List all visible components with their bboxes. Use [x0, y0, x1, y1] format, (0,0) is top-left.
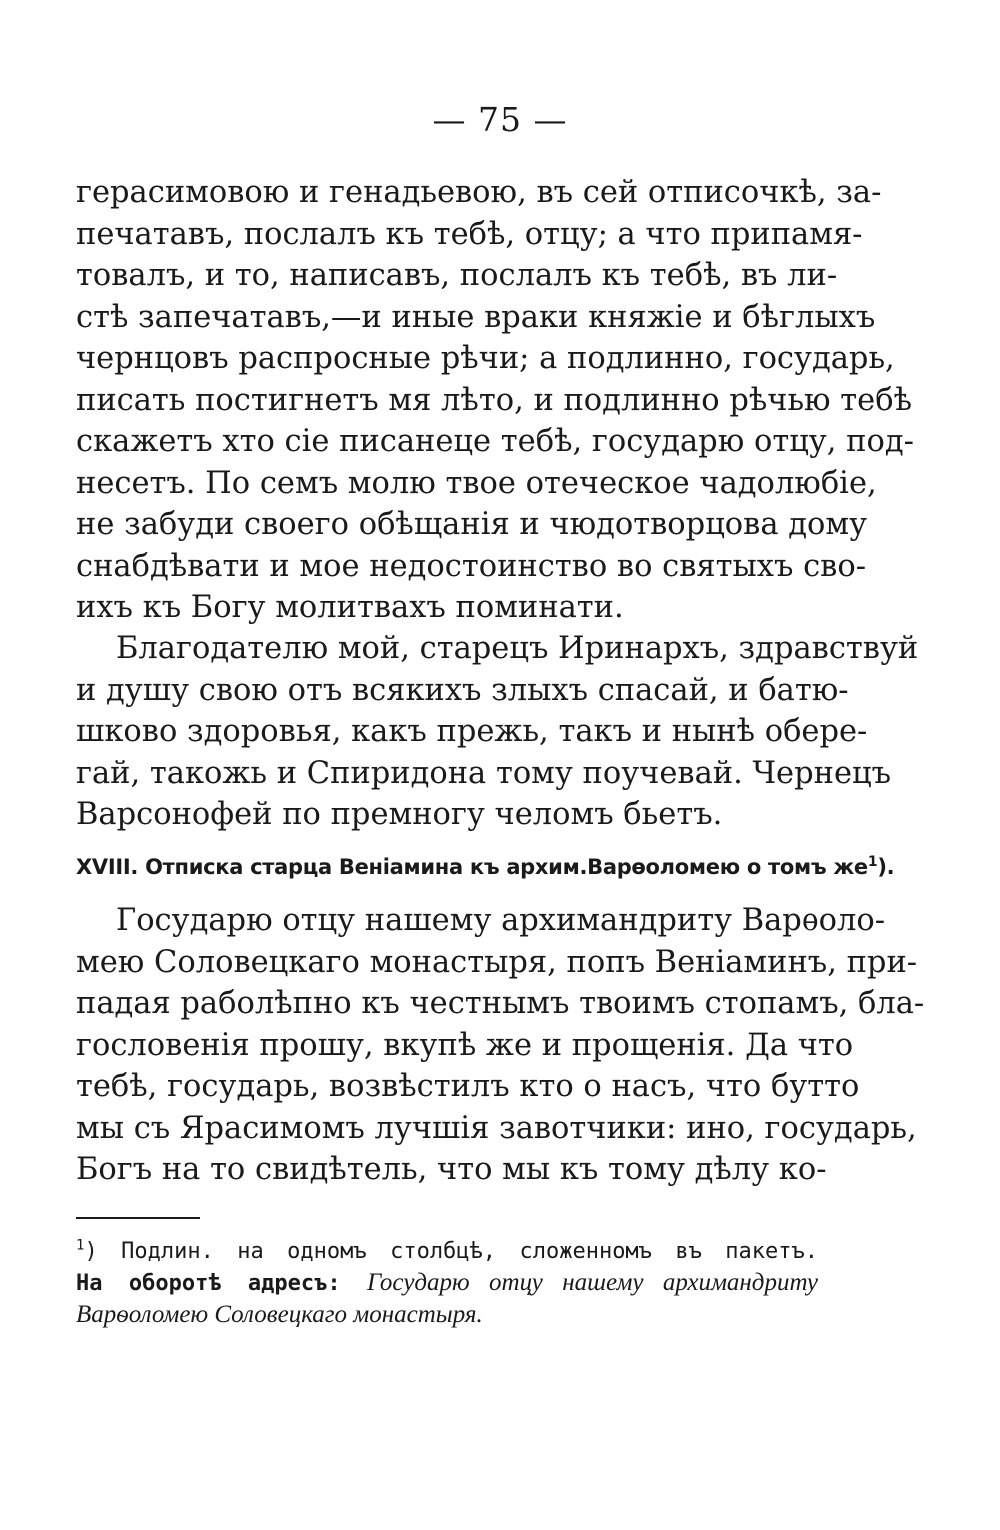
text-line: несетъ. По семъ молю твое отеческое чадолюбіе, [76, 465, 877, 501]
footnote-line [76, 1299, 818, 1331]
text-line: ихъ къ Богу молитвахъ поминати. [76, 590, 624, 625]
footnote [76, 1236, 818, 1331]
text-line: снабдѣвати и мое недостоинство во святыхъ сво- [76, 548, 867, 584]
text-line: Государю отцу нашему архимандриту Варѳоло- [116, 903, 886, 938]
paragraph-3 [76, 900, 925, 1191]
footnote-line [76, 1267, 818, 1299]
text-line: мею Соловецкаго монастыря, попъ Веніаминъ, при- [76, 944, 918, 980]
text-line: чернцовъ распросные рѣчи; а подлинно, государь, [76, 341, 895, 376]
text-line: товалъ, и то, написавъ, послалъ къ тебѣ, въ ли- [76, 258, 838, 293]
text-line: не забуди своего обѣщанія и чюдотворцова дому [76, 507, 868, 542]
text-line: и душу свою отъ всякихъ злыхъ спасай, и батю- [76, 672, 849, 708]
footnote-divider [76, 1217, 200, 1219]
text-line: печатавъ, послалъ къ тебѣ, отцу; а что припамя- [76, 216, 863, 252]
text-line: падая раболѣпно къ честнымъ твоимъ стопамъ, бла- [76, 986, 925, 1021]
text-line: гословенія прошу, вкупѣ же и прощенія. Да что [76, 1027, 854, 1063]
footnote-reference: 1 [867, 854, 878, 870]
footnote-address-label: На оборотѣ адресъ: [76, 1271, 341, 1296]
footnote-line [76, 1236, 818, 1267]
paragraph-2 [76, 628, 919, 836]
text-line: тебѣ, государь, возвѣстилъ кто о насъ, что бутто [76, 1069, 860, 1104]
text-line: Варсонофей по премногу челомъ бьетъ. [76, 797, 723, 832]
footnote-address-text: Варѳоломею Соловецкаго монастыря. [76, 1301, 483, 1328]
text-line: скажетъ хто сіе писанеце тебѣ, государю отцу, под- [76, 424, 914, 459]
footnote-address-text: Государю отцу нашему архимандриту [367, 1269, 818, 1296]
paragraph-1 [76, 172, 914, 629]
text-line: шково здоровья, какъ прежь, такъ и нынѣ обере- [76, 714, 868, 749]
section-heading-tail: ). [877, 855, 895, 879]
page-number: — 75 — [432, 100, 568, 139]
section-heading-text: XVIII. Отписка старца Веніамина къ архим.Варѳоломею о томъ же [76, 855, 868, 879]
section-heading [76, 852, 895, 882]
text-line: мы съ Ярасимомъ лучшія завотчики: ино, государь, [76, 1110, 917, 1146]
text-line: стѣ запечатавъ,—и иные враки княжіе и бѣглыхъ [76, 299, 876, 335]
text-line: Благодателю мой, старецъ Иринархъ, здравствуй [116, 631, 919, 666]
text-line: Богъ на то свидѣтель, что мы къ тому дѣлу ко- [76, 1152, 827, 1187]
text-line: гай, такожь и Спиридона тому поучевай. Чернецъ [76, 755, 892, 791]
footnote-mark: 1 [76, 1237, 85, 1254]
footnote-text: ) Подлин. на одномъ столбцѣ, сложенномъ въ пакетъ. [84, 1239, 818, 1264]
text-line: герасимовою и генадьевою, въ сей отписочкѣ, за- [76, 175, 882, 210]
text-line: писать постигнетъ мя лѣто, и подлинно рѣчью тебѣ [76, 382, 912, 418]
